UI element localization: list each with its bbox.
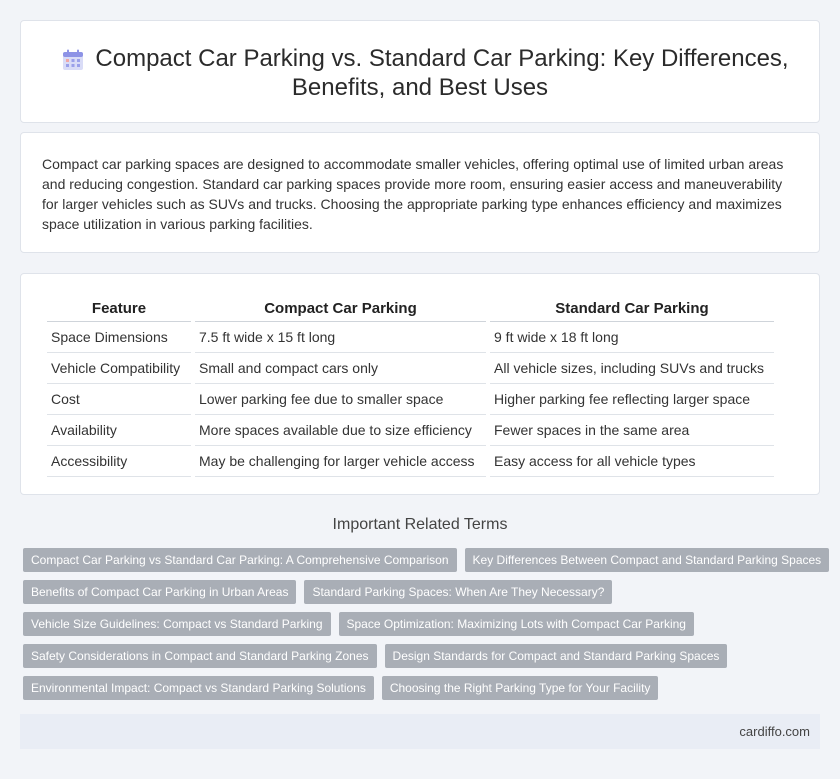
related-term-link[interactable]: Benefits of Compact Car Parking in Urban Areas (23, 580, 296, 604)
footer-bar (20, 714, 820, 749)
intro-paragraph: Compact car parking spaces are designed to accommodate smaller vehicles, offering optimal use of limited urban areas and reducing congestion. Standard car parking spaces provide more room, ensuring easier access and maneuverability for larger vehicles such as SUVs and trucks. Choosing the appropriate parking type enhances efficiency and maximizes space utilization in various parking facilities. (42, 156, 784, 232)
tag-row (23, 676, 823, 700)
tag-row (23, 580, 823, 604)
related-term-link[interactable]: Design Standards for Compact and Standard Parking Spaces (385, 644, 728, 668)
table-row (47, 415, 774, 446)
tag-row (23, 612, 823, 636)
table-cell: 7.5 ft wide x 15 ft long (195, 322, 486, 353)
header-standard: Standard Car Parking (490, 296, 774, 322)
page-title (21, 44, 819, 102)
related-term-link[interactable]: Environmental Impact: Compact vs Standard Parking Solutions (23, 676, 374, 700)
related-term-link[interactable]: Choosing the Right Parking Type for Your Facility (382, 676, 659, 700)
table-cell: 9 ft wide x 18 ft long (490, 322, 774, 353)
related-terms-heading: Important Related Terms (332, 516, 508, 533)
comparison-table-card (20, 273, 820, 495)
table-cell: Accessibility (47, 446, 191, 477)
table-row (47, 446, 774, 477)
table-row (47, 353, 774, 384)
table-cell: More spaces available due to size efficiency (195, 415, 486, 446)
comparison-table (43, 296, 778, 477)
related-terms-tags (23, 548, 823, 708)
related-term-link[interactable]: Standard Parking Spaces: When Are They Necessary? (304, 580, 612, 604)
table-cell: Fewer spaces in the same area (490, 415, 774, 446)
table-row (47, 384, 774, 415)
related-term-link[interactable]: Safety Considerations in Compact and Standard Parking Zones (23, 644, 377, 668)
page-title-line-1: Compact Car Parking vs. Standard Car Parking: Key Differences, (95, 45, 789, 72)
table-cell: Vehicle Compatibility (47, 353, 191, 384)
table-cell: May be challenging for larger vehicle access (195, 446, 486, 477)
header-compact: Compact Car Parking (195, 296, 486, 322)
related-term-link[interactable]: Key Differences Between Compact and Standard Parking Spaces (465, 548, 830, 572)
table-cell: Easy access for all vehicle types (490, 446, 774, 477)
page-title-line-2: Benefits, and Best Uses (291, 74, 549, 101)
table-header-row (47, 296, 774, 322)
tag-row (23, 548, 823, 572)
header-card (20, 20, 820, 123)
tag-row (23, 644, 823, 668)
table-cell: Small and compact cars only (195, 353, 486, 384)
related-term-link[interactable]: Compact Car Parking vs Standard Car Parking: A Comprehensive Comparison (23, 548, 457, 572)
table-cell: Space Dimensions (47, 322, 191, 353)
table-cell: All vehicle sizes, including SUVs and trucks (490, 353, 774, 384)
table-cell: Higher parking fee reflecting larger space (490, 384, 774, 415)
table-cell: Availability (47, 415, 191, 446)
intro-card (20, 132, 820, 253)
related-term-link[interactable]: Vehicle Size Guidelines: Compact vs Standard Parking (23, 612, 331, 636)
table-cell: Cost (47, 384, 191, 415)
table-row (47, 322, 774, 353)
header-feature: Feature (47, 296, 191, 322)
footer-site-link[interactable]: cardiffo.com (739, 724, 810, 739)
related-term-link[interactable]: Space Optimization: Maximizing Lots with Compact Car Parking (339, 612, 694, 636)
table-cell: Lower parking fee due to smaller space (195, 384, 486, 415)
